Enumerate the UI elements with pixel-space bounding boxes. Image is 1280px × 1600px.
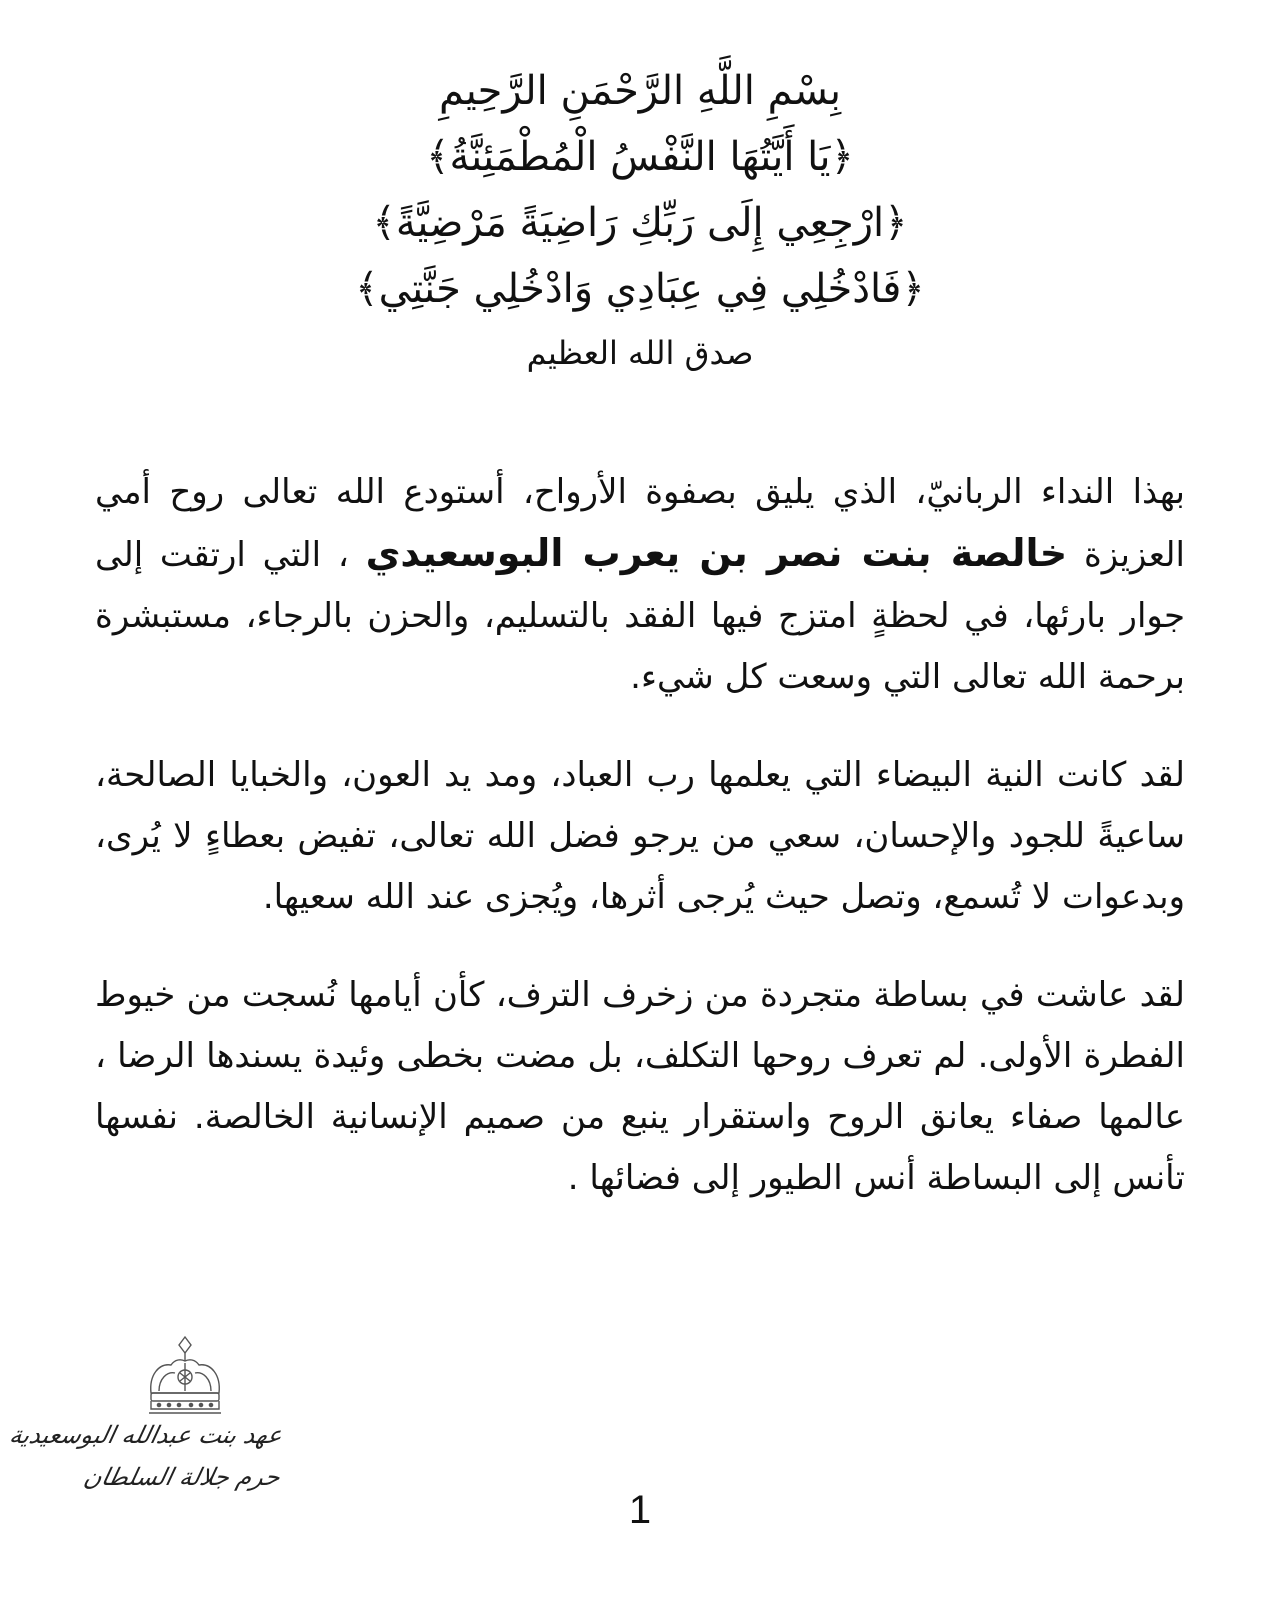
verse-line-1: ﴿يَا أَيَّتُهَا النَّفْسُ الْمُطْمَئِنَّةُ﴾ [426,134,854,180]
verse-line-3: ﴿فَادْخُلِي فِي عِبَادِي وَادْخُلِي جَنَّتِي﴾ [355,266,925,312]
paragraph-1-start: بهذا النداء الربانيّ، الذي يليق بصفوة الأرواح، أستودع الله تعالى روح أمي العزيزة [95,472,1185,575]
page-number: 1 [628,1488,652,1532]
basmala: بِسْمِ اللَّهِ الرَّحْمَنِ الرَّحِيمِ [438,68,842,114]
mother-name: خالصة بنت نصر بن يعرب البوسعيدي [365,531,1068,575]
signature-name: عهد بنت عبدالله البوسعيدية [7,1421,285,1449]
verse-header [0,58,1280,384]
paragraph-1 [95,462,1185,708]
verse-line-2: ﴿ارْجِعِي إِلَى رَبِّكِ رَاضِيَةً مَرْضِيَّةً﴾ [372,200,908,246]
paragraph-2: لقد كانت النية البيضاء التي يعلمها رب العباد، ومد يد العون، والخبايا الصالحة، ساعيةً للجود والإحسان، سعي من يرجو فضل الله تعالى، تفيض بعطاءٍ لا يُرى، وبدعوات لا تُسمع، وتصل حيث يُرجى أثرها، ويُجزى عند الله سعيها. [95,755,1185,917]
verse-closing: صدق الله العظيم [526,334,754,372]
signature-title: حرم جلالة السلطان [81,1463,283,1491]
letter-body [95,462,1185,1246]
paragraph-1-end: ، التي ارتقت إلى جوار بارئها، في لحظةٍ امتزج فيها الفقد بالتسليم، والحزن بالرجاء، مستبشرة برحمة الله تعالى التي وسعت كل شيء. [95,535,1185,697]
paragraph-3: لقد عاشت في بساطة متجردة من زخرف الترف، كأن أيامها نُسجت من خيوط الفطرة الأولى. لم تعرف روحها التكلف، بل مضت بخطى وئيدة يسندها الرضا ، عالمها صفاء يعانق الروح واستقرار ينبع من صميم الإنسانية الخالصة. نفسها تأنس إلى البساطة أنس الطيور إلى فضائها . [95,975,1185,1198]
